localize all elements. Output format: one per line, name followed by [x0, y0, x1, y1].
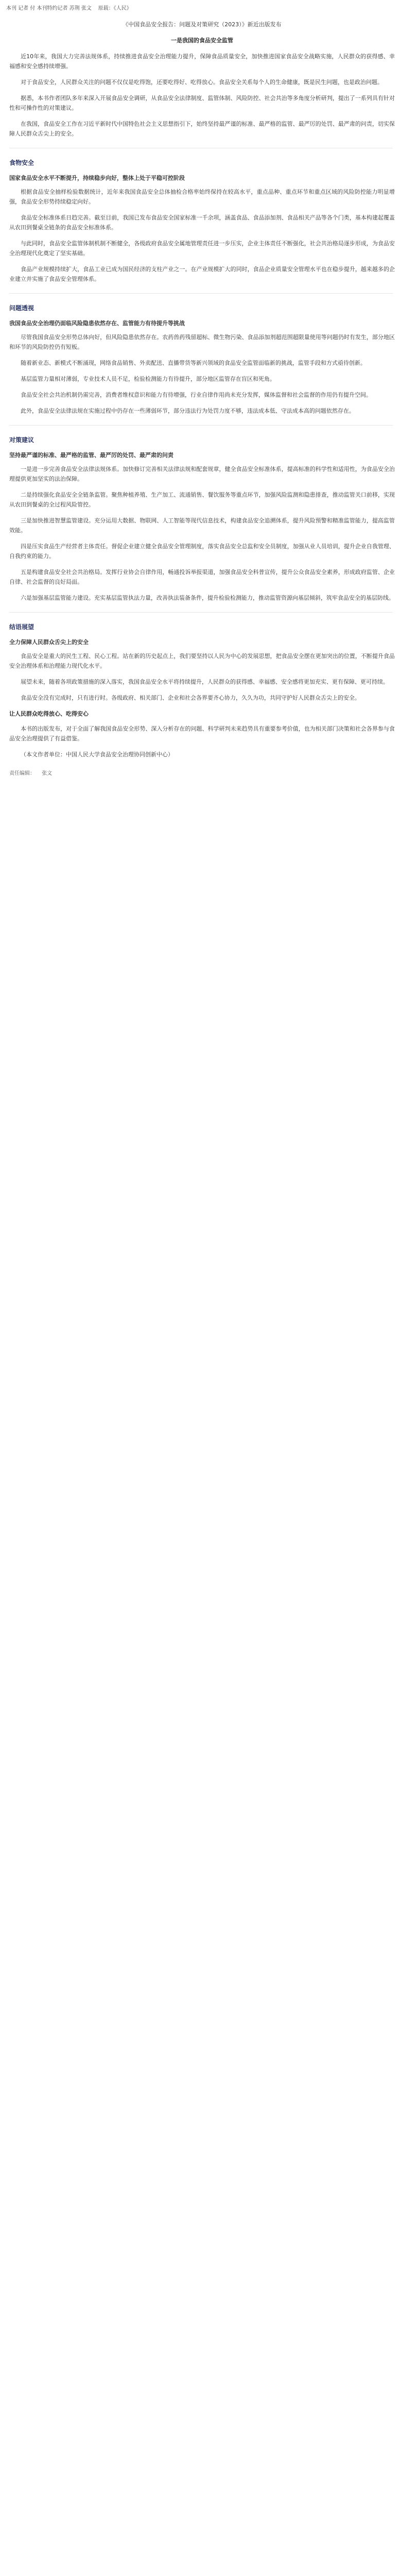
author-line: 本刊 记者 付 本刊特约记者 苏荆 张文	[6, 6, 92, 11]
section-title: 对策建议	[9, 436, 34, 444]
section-divider	[9, 425, 393, 426]
section-paragraph: 食品安全标准体系日趋完善。截至目前，我国已发布食品安全国家标准一千余项，涵盖食品、食品添加剂、食品相关产品等各个门类，基本构建起覆盖从农田到餐桌全链条的食品安全标准体系。	[9, 214, 395, 231]
section-paragraph: 基层监管力量相对薄弱，专业技术人员不足，检验检测能力有待提升，部分地区监管存在盲区和死角。	[21, 376, 275, 382]
intro-paragraph: 近10年来，我国大力完善法规体系，持续推进食品安全治理能力提升，保障食品质量安全，加快推进国家食品安全战略实施，人民群众的获得感、幸福感和安全感持续增强。	[9, 53, 395, 70]
section-title: 结语展望	[9, 623, 34, 631]
intro-paragraph: 据悉，本书作者团队多年来深入开展食品安全调研，从食品安全法律制度、监管体制、风险防控、社会共治等多角度分析研判，提出了一系列具有针对性和可操作性的对策建议。	[9, 95, 395, 111]
section-paragraph: 五是构建食品安全社会共治格局。发挥行业协会自律作用，畅通投诉举报渠道，加强食品安全科普宣传，提升公众食品安全素养，形成政府监管、企业自律、社会监督的良好局面。	[9, 569, 395, 585]
section-divider	[9, 612, 393, 613]
section-paragraph: 食品安全没有完成时，只有进行时。各级政府、相关部门、企业和社会各界要齐心协力，久久为功，共同守护好人民群众舌尖上的安全。	[21, 694, 360, 701]
section-paragraph: 四是压实食品生产经营者主体责任。督促企业建立健全食品安全管理制度，落实食品安全总监和安全员制度，加强从业人员培训，提升企业自我管理、自我约束的能力。	[9, 543, 395, 560]
section-paragraph: 与此同时，食品安全监管体制机制不断健全，各级政府食品安全属地管理责任进一步压实，企业主体责任不断强化，社会共治格局逐步形成，为食品安全治理现代化奠定了坚实基础。	[9, 240, 395, 257]
intro-paragraph: 对于食品安全，人民群众关注的问题不仅仅是吃得饱，还要吃得好、吃得放心。食品安全关系每个人的生命健康，既是民生问题，也是政治问题。	[21, 79, 383, 86]
section-subtitle: 坚持最严谨的标准、最严格的监管、最严厉的处罚、最严肃的问责	[9, 452, 173, 459]
intro-paragraph: 在我国，食品安全工作在习近平新时代中国特色社会主义思想指引下，始终坚持最严谨的标准、最严格的监管、最严厉的处罚、最严肃的问责，切实保障人民群众舌尖上的安全。	[9, 121, 395, 137]
section-title: 食物安全	[9, 159, 34, 166]
section-subtitle: 国家食品安全水平不断提升，持续稳步向好，整体上处于平稳可控阶段	[9, 175, 185, 181]
section-paragraph: 食品产业规模持续扩大，食品工业已成为国民经济的支柱产业之一。在产业规模扩大的同时，食品企业质量安全管理水平也在稳步提升，越来越多的企业建立并实施了食品安全管理体系。	[9, 266, 395, 282]
section-paragraph: 尽管我国食品安全形势总体向好，但风险隐患依然存在。农药兽药残留超标、微生物污染、食品添加剂超范围超限量使用等问题仍时有发生，部分地区和环节的风险防控仍有短板。	[9, 334, 395, 350]
section-paragraph: 一是进一步完善食品安全法律法规体系。加快修订完善相关法律法规和配套规章，健全食品安全标准体系，提高标准的科学性和适用性，为食品安全治理提供更加坚实的法治保障。	[9, 466, 395, 482]
section-paragraph: 食品安全社会共治机制仍需完善，消费者维权意识和能力有待增强，行业自律作用尚未充分发挥，媒体监督和社会监督的作用仍有提升空间。	[21, 392, 372, 398]
section-title: 问题透视	[9, 304, 34, 312]
section-paragraph: 六是加强基层监管能力建设。充实基层监管执法力量，改善执法装备条件，提升检验检测能力，推动监管资源向基层倾斜，筑牢食品安全的基层防线。	[21, 595, 394, 601]
section-paragraph: 此外，食品安全法律法规在实施过程中仍存在一些薄弱环节，部分违法行为处罚力度不够，违法成本低、守法成本高的问题依然存在。	[21, 408, 355, 414]
section-subtitle: 全力保障人民群众舌尖上的安全	[9, 639, 89, 646]
closing-paragraph: 本书的出版发布，对于全面了解我国食品安全形势、深入分析存在的问题、科学研判未来趋势具有重要参考价值，也为相关部门决策和社会各界参与食品安全治理提供了有益借鉴。	[9, 725, 395, 742]
article-footer	[4, 770, 398, 777]
closing-paragraph: （本文作者单位：中国人民大学食品安全治理协同创新中心）	[21, 751, 173, 758]
section-paragraph: 三是加快推进智慧监管建设。充分运用大数据、物联网、人工智能等现代信息技术，构建食品安全追溯体系，提升风险预警和精准监管能力，提高监管效能。	[9, 517, 395, 534]
closing-bold-line: 让人民群众吃得放心、吃得安心	[9, 710, 89, 717]
section-paragraph: 食品安全是重大的民生工程、民心工程。站在新的历史起点上，我们要坚持以人民为中心的发展思想，把食品安全摆在更加突出的位置，不断提升食品安全治理体系和治理能力现代化水平。	[9, 653, 395, 669]
editor-label: 责任编辑：	[9, 771, 35, 776]
section-subtitle: 我国食品安全治理仍面临风险隐患依然存在、监管能力有待提升等挑战	[9, 320, 185, 327]
source-line: 原载：《人民》	[98, 6, 132, 11]
section-paragraph: 展望未来，随着各项政策措施的深入落实，我国食品安全水平将持续提升，人民群众的获得感、幸福感、安全感将更加充实、更有保障、更可持续。	[21, 679, 389, 685]
section-paragraph: 二是持续强化食品安全全链条监管。聚焦种植养殖、生产加工、流通销售、餐饮服务等重点环节，加强风险监测和隐患排查，推动监管关口前移，实现从农田到餐桌的全过程风险管控。	[9, 492, 395, 508]
editor-name: 张文	[42, 771, 53, 776]
intro-lead: 《中国食品安全报告：问题及对策研究（2023）》新近出版发布	[123, 21, 282, 28]
article-meta	[4, 5, 398, 12]
intro-subtitle: 一是我国的食品安全监管	[171, 37, 233, 44]
section-paragraph: 随着新业态、新模式不断涌现，网络食品销售、外卖配送、直播带货等新兴领域的食品安全监管面临新的挑战，监管手段和方式亟待创新。	[21, 360, 366, 366]
section-paragraph: 根据食品安全抽样检验数据统计，近年来我国食品安全总体抽检合格率始终保持在较高水平，重点品种、重点环节和重点区域的风险防控能力明显增强，食品安全形势持续稳定向好。	[9, 189, 395, 205]
section-divider	[9, 293, 393, 294]
article	[4, 5, 398, 2576]
